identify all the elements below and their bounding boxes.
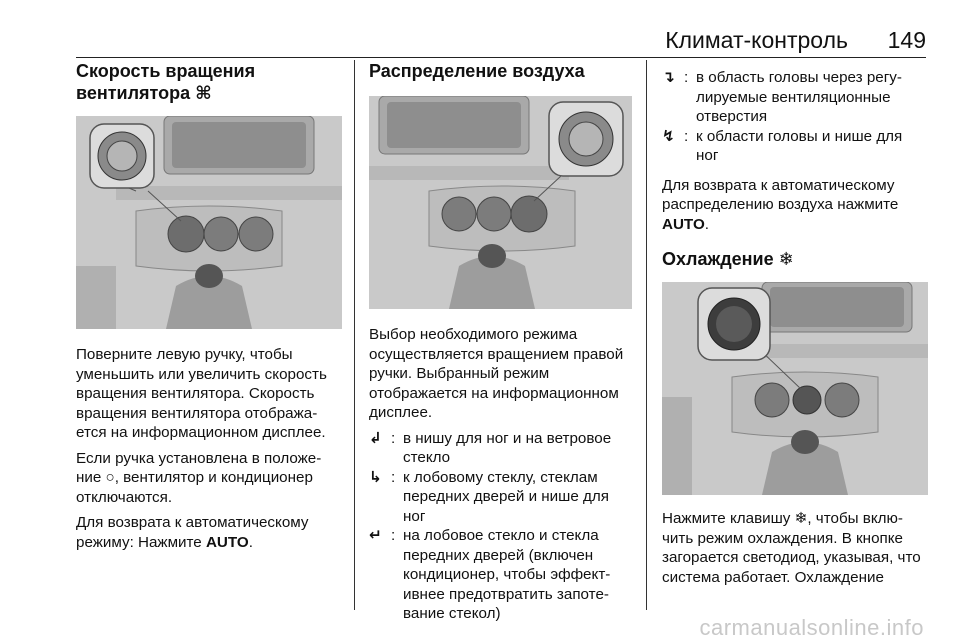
- air-distribution-knob-photo: [369, 96, 632, 309]
- cooling-text: Нажмите клавишу ❄, чтобы вклю-чить режим охлаждения. В кнопке загорается светодиод, указывая, что система работает. Охлаждение: [662, 510, 921, 586]
- fan-knob-photo: [76, 116, 342, 329]
- cooling-heading: Охлаждение ❄: [662, 249, 794, 269]
- column-air-distribution: [369, 60, 632, 624]
- mode-item: ↯ : к области головы и нише для ног: [662, 127, 903, 164]
- air-distribution-heading: Распределение воздуха: [369, 61, 585, 81]
- mode-item: ↳ : к лобовому стеклу, стеклам передних дверей и нише для ног: [369, 468, 609, 525]
- cooling-button-photo: [662, 282, 928, 495]
- fan-speed-heading: Скорость вращения вентилятора ⌘: [76, 61, 256, 103]
- snowflake-icon: ❄: [778, 249, 794, 269]
- page-header: [76, 27, 926, 58]
- column-fan-speed: [76, 60, 342, 558]
- head-vents-icon: ↴: [662, 69, 675, 86]
- air-distribution-text: Выбор необходимого режима осуществляется вращением правой ручки. Выбранный режим отображается на информационном дисплее.: [369, 326, 624, 421]
- head-footwell-icon: ↯: [662, 127, 675, 145]
- watermark: carmanualsonline.info: [699, 615, 924, 640]
- mode-item: ↴ : в область головы через регу-лируемые вентиляционные отверстия: [662, 69, 902, 125]
- auto-distribution-text: Для возврата к автоматическому распределению воздуха нажмите AUTO.: [662, 176, 899, 233]
- fan-speed-text-2: Если ручка установлена в положе-ние ○, вентилятор и кондиционер отключаются.: [76, 449, 322, 506]
- page-number: 149: [887, 27, 926, 53]
- auto-keyword: AUTO: [205, 533, 249, 551]
- windscreen-windows-footwell-icon: ↳: [369, 468, 382, 486]
- footwell-windscreen-icon: ↲: [369, 429, 382, 447]
- mode-item: ↵ : на лобовое стекло и стекла передних дверей (включен кондиционер, чтобы эффект-ивнее предотвратить запоте-вание стекол): [369, 527, 611, 622]
- windscreen-windows-icon: ↵: [369, 527, 382, 544]
- mode-item: ↲ : в нишу для ног и на ветровое стекло: [369, 429, 612, 466]
- column-cooling: [662, 60, 928, 593]
- fan-speed-text-3: Для возврата к автоматическому режиму: Нажмите AUTO.: [76, 514, 309, 551]
- fan-icon: ⌘: [195, 83, 212, 103]
- section-title: Климат-контроль: [665, 27, 848, 53]
- auto-keyword: AUTO: [662, 215, 705, 233]
- snowflake-icon: ❄: [794, 510, 808, 527]
- column-divider-1: [354, 60, 355, 610]
- fan-speed-text-1: Поверните левую ручку, чтобы уменьшить или увеличить скорость вращения вентилятора. Скорость вращения вентилятора отобража-ется на информационном дисплее.: [76, 346, 327, 441]
- column-divider-2: [646, 60, 647, 610]
